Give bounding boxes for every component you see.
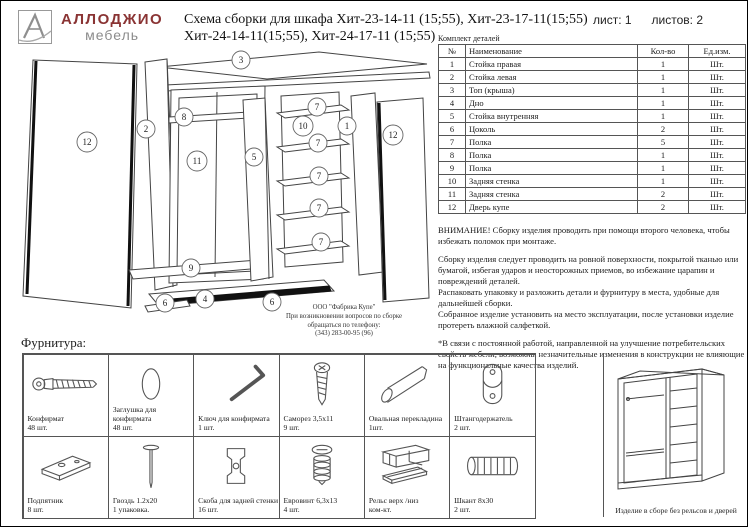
cell-name: Полка xyxy=(466,149,638,162)
hardware-label: Овальная перекладина 1шт. xyxy=(368,414,443,432)
brand-name xyxy=(61,11,163,43)
brand-subtitle: мебель xyxy=(85,27,140,43)
col-header-qty: Кол-во xyxy=(638,45,689,58)
hardware-label: Конфирмат 48 шт. xyxy=(27,414,64,432)
cell-unit: Шт. xyxy=(689,97,746,110)
table-row xyxy=(439,58,746,71)
confirmat-screw-icon xyxy=(27,359,105,409)
svg-text:4: 4 xyxy=(202,294,208,304)
callout-8 xyxy=(175,108,193,126)
sheets-total: листов: 2 xyxy=(651,13,704,27)
warning-text: ВНИМАНИЕ! Сборку изделия проводить при помощи второго человека, чтобы избежать поломок при монтаже. xyxy=(438,225,730,246)
hardware-heading: Фурнитура: xyxy=(21,335,87,350)
hex-key-icon xyxy=(197,359,275,409)
hardware-cell xyxy=(23,436,109,519)
hardware-table xyxy=(22,353,536,519)
svg-text:7: 7 xyxy=(318,237,324,247)
hardware-label: Штангодержатель 2 шт. xyxy=(454,414,513,432)
cell-qty: 2 xyxy=(638,188,689,201)
page-title-line1: Схема сборки для шкафа Хит-23-14-11 (15;55), Хит-23-17-11(15;55) xyxy=(184,12,588,27)
brand-title: АЛЛОДЖИО xyxy=(61,11,164,28)
hardware-cell xyxy=(449,354,535,437)
cell-qty: 2 xyxy=(638,123,689,136)
table-row xyxy=(439,71,746,84)
manufacturer-name: ООО "Фабрика Купе" xyxy=(312,304,376,311)
callout-6 xyxy=(263,293,281,311)
cell-qty: 2 xyxy=(638,201,689,214)
manufacturer-note1: При возникновении вопросов по сборке xyxy=(285,312,403,320)
callout-7 xyxy=(312,233,330,251)
cell-unit: Шт. xyxy=(689,188,746,201)
hardware-cell xyxy=(108,436,194,519)
page-title-line2: Хит-24-14-11(15;55), Хит-24-17-11 (15;55) xyxy=(184,29,436,44)
hardware-cell xyxy=(193,354,279,437)
cell-unit: Шт. xyxy=(689,84,746,97)
hardware-cell xyxy=(279,436,365,519)
notice-paragraph: Собранное изделие установить на место эксплуатации, после установки изделие протереть влажной салфеткой. xyxy=(438,309,734,330)
cell-unit: Шт. xyxy=(689,162,746,175)
cell-qty: 1 xyxy=(638,149,689,162)
callout-7 xyxy=(310,199,328,217)
hardware-label: Заглушка для конфирмата 48 шт. xyxy=(112,405,157,432)
hardware-label: Евровинт 6,3х13 4 шт. xyxy=(283,496,338,514)
cell-name: Задняя стенка xyxy=(466,175,638,188)
hardware-label: Шкант 8х30 2 шт. xyxy=(454,496,494,514)
hardware-cell xyxy=(279,354,365,437)
svg-text:9: 9 xyxy=(188,263,194,273)
svg-text:7: 7 xyxy=(316,171,322,181)
svg-text:7: 7 xyxy=(315,138,321,148)
hardware-label: Скоба для задней стенки 16 шт. xyxy=(198,496,279,514)
cell-qty: 1 xyxy=(638,175,689,188)
cell-num: 7 xyxy=(439,136,466,149)
cell-qty: 5 xyxy=(638,136,689,149)
hardware-label: Саморез 3,5х11 9 шт. xyxy=(283,414,334,432)
cell-name: Стойка внутренняя xyxy=(466,110,638,123)
svg-text:3: 3 xyxy=(238,55,244,65)
cell-num: 6 xyxy=(439,123,466,136)
parts-table xyxy=(438,44,746,214)
rail-icon xyxy=(368,441,446,491)
cell-num: 4 xyxy=(439,97,466,110)
svg-text:8: 8 xyxy=(181,112,187,122)
callout-12-right xyxy=(383,125,403,145)
foot-pad-icon xyxy=(27,441,105,491)
callout-7 xyxy=(308,98,326,116)
cell-name: Топ (крыша) xyxy=(466,84,638,97)
cell-unit: Шт. xyxy=(689,58,746,71)
parts-table-header-row xyxy=(439,45,746,58)
notice-paragraph: Сборку изделия следует проводить на ровной поверхности, покрытой тканью или бумагой, избегая ударов и неосторожных приемов, во избежание царапин и повреждений деталей. xyxy=(438,254,739,286)
cell-num: 1 xyxy=(439,58,466,71)
cell-unit: Шт. xyxy=(689,136,746,149)
cell-num: 11 xyxy=(439,188,466,201)
svg-text:12: 12 xyxy=(82,137,92,147)
table-row xyxy=(439,97,746,110)
cell-qty: 1 xyxy=(638,110,689,123)
table-row xyxy=(439,84,746,97)
table-row xyxy=(439,136,746,149)
hardware-cell xyxy=(364,354,450,437)
hardware-label: Гвоздь 1.2х20 1 упаковка. xyxy=(112,496,158,514)
callout-7 xyxy=(310,167,328,185)
hardware-cell xyxy=(364,436,450,519)
callout-10 xyxy=(293,116,313,136)
svg-text:1: 1 xyxy=(344,121,350,131)
callout-9 xyxy=(182,259,200,277)
table-row xyxy=(439,201,746,214)
parts-list-caption: Комплект деталей xyxy=(438,34,500,43)
svg-text:6: 6 xyxy=(269,297,275,307)
hardware-label: Ключ для конфирмата 1 шт. xyxy=(198,414,270,432)
callout-5 xyxy=(245,148,263,166)
euro-screw-icon xyxy=(283,441,361,491)
col-header-name: Наименование xyxy=(466,45,638,58)
svg-text:7: 7 xyxy=(314,102,320,112)
exploded-diagram-svg xyxy=(19,47,434,339)
col-header-unit: Ед.изм. xyxy=(689,45,746,58)
assembled-caption: Изделие в сборе без рельсов и дверей xyxy=(615,506,737,515)
hardware-label: Подпятник 8 шт. xyxy=(27,496,64,514)
svg-text:2: 2 xyxy=(143,124,149,134)
part-left-door xyxy=(23,60,137,308)
cell-num: 12 xyxy=(439,201,466,214)
callout-12-left xyxy=(77,132,97,152)
manufacturer-phone: (343) 283-00-95 (96) xyxy=(315,330,373,338)
cell-qty: 1 xyxy=(638,162,689,175)
dowel-icon xyxy=(453,441,531,491)
hardware-cell xyxy=(23,354,109,437)
cell-qty: 1 xyxy=(638,97,689,110)
screw-icon xyxy=(283,359,361,409)
callout-7 xyxy=(309,134,327,152)
cell-name: Полка xyxy=(466,136,638,149)
callout-1 xyxy=(338,117,356,135)
table-row xyxy=(439,123,746,136)
cell-unit: Шт. xyxy=(689,201,746,214)
callout-3 xyxy=(232,51,250,69)
cell-num: 9 xyxy=(439,162,466,175)
cell-qty: 1 xyxy=(638,71,689,84)
callout-6 xyxy=(156,294,174,312)
cell-unit: Шт. xyxy=(689,123,746,136)
cell-unit: Шт. xyxy=(689,110,746,123)
cell-name: Дно xyxy=(466,97,638,110)
cell-qty: 1 xyxy=(638,58,689,71)
svg-text:11: 11 xyxy=(192,156,202,166)
cell-name: Стойка правая xyxy=(466,58,638,71)
cell-unit: Шт. xyxy=(689,175,746,188)
table-row xyxy=(439,175,746,188)
table-row xyxy=(439,149,746,162)
cell-qty: 1 xyxy=(638,84,689,97)
bracket-icon xyxy=(197,441,275,491)
rod-holder-icon xyxy=(453,359,531,409)
manufacturer-note2: обращаться по телефону: xyxy=(307,321,381,329)
svg-text:5: 5 xyxy=(251,152,257,162)
disclaimer-text: *В связи с постоянной работой, направленной на улучшение потребительских свойств мебели, возможны незначительные изменения в конструкции не влияющие на функциональные качества изделий. xyxy=(438,338,745,370)
cell-num: 10 xyxy=(439,175,466,188)
table-row xyxy=(439,162,746,175)
hardware-cell xyxy=(449,436,535,519)
cell-num: 3 xyxy=(439,84,466,97)
cell-unit: Шт. xyxy=(689,149,746,162)
oval-bar-icon xyxy=(368,359,446,409)
cell-name: Полка xyxy=(466,162,638,175)
svg-text:6: 6 xyxy=(162,298,168,308)
callout-4 xyxy=(196,290,214,308)
cell-name: Цоколь xyxy=(466,123,638,136)
table-row xyxy=(439,188,746,201)
svg-text:10: 10 xyxy=(298,121,308,131)
cell-unit: Шт. xyxy=(689,71,746,84)
exploded-assembly-diagram xyxy=(19,47,434,339)
sheet-info xyxy=(593,13,703,27)
cell-name: Стойка левая xyxy=(466,71,638,84)
col-header-num: № xyxy=(439,45,466,58)
assembled-product-panel xyxy=(603,353,748,517)
hardware-label: Рельс верх /низ ком-кт. xyxy=(368,496,419,514)
parts-list xyxy=(438,34,746,214)
sheet-number: лист: 1 xyxy=(593,13,632,27)
cell-num: 8 xyxy=(439,149,466,162)
cell-num: 2 xyxy=(439,71,466,84)
callout-11 xyxy=(187,151,207,171)
svg-text:7: 7 xyxy=(316,203,322,213)
allodzhio-logo-icon xyxy=(17,9,55,47)
cell-name: Задняя стенка xyxy=(466,188,638,201)
nail-icon xyxy=(112,441,190,491)
cell-name: Дверь купе xyxy=(466,201,638,214)
table-row xyxy=(439,110,746,123)
svg-text:12: 12 xyxy=(388,130,398,140)
assembled-wardrobe-icon xyxy=(604,357,748,495)
hardware-cell xyxy=(108,354,194,437)
hardware-cell xyxy=(193,436,279,519)
cap-icon xyxy=(112,359,190,409)
notice-paragraph: Распаковать упаковку и разложить детали и фурнитуру в места, удобные для дальнейшей сборки. xyxy=(438,287,720,308)
callout-2 xyxy=(137,120,155,138)
cell-num: 5 xyxy=(439,110,466,123)
